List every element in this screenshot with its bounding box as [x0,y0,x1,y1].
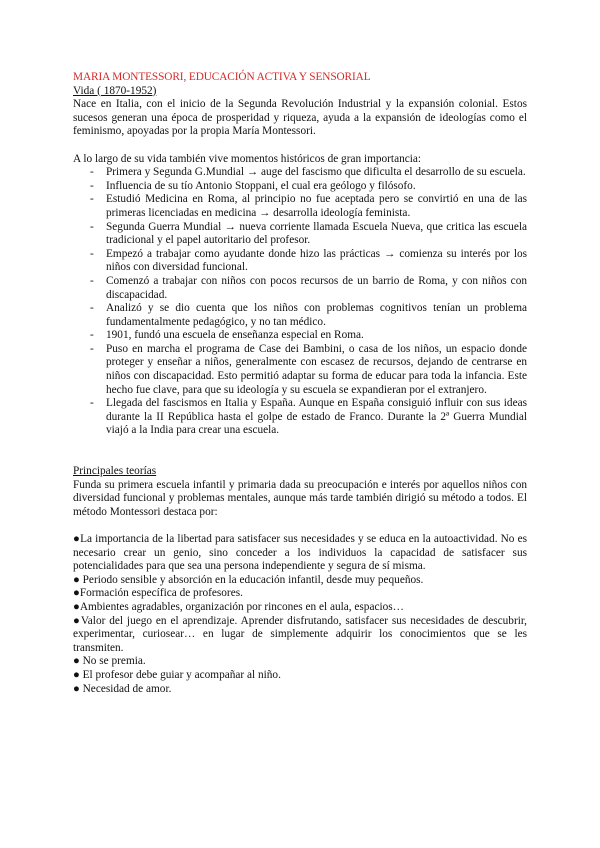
vida-heading: Vida ( 1870-1952) [73,84,157,97]
moments-intro: A lo largo de su vida también vive momentos históricos de gran importancia: [73,152,422,165]
method-point: ● El profesor debe guiar y acompañar al niño. [73,668,281,681]
method-point: ● Periodo sensible y absorción en la educación infantil, desde muy pequeños. [73,573,424,586]
method-points [73,533,527,696]
list-item: - Empezó a trabajar como ayudante donde hizo las prácticas → comienza su interés por los niños con diversidad funcional. [73,248,527,275]
life-events-list [73,166,527,438]
method-point: ● No se premia. [73,655,146,668]
intro-paragraph: Nace en Italia, con el inicio de la Segunda Revolución Industrial y la expansión colonial. Estos sucesos generan una época de prosperidad y riqueza, ayuda a la expansión de ideologías como el feminismo, apoyadas por la propia María Montessori. [73,98,527,138]
method-point: ●Ambientes agradables, organización por rincones en el aula, espacios… [73,600,404,613]
method-point: ●La importancia de la libertad para satisfacer sus necesidades y se educa en la autoactividad. No es necesario crear un genio, sino conceder a los individuos la capacidad de satisfacer sus potencialidades para que sea una persona independiente y segura de sí misma. [73,533,527,573]
theories-heading: Principales teorías [73,465,157,478]
list-item: - Comenzó a trabajar con niños con pocos recursos de un barrio de Roma, y con niños con discapacidad. [73,275,527,302]
list-item: - Analizó y se dio cuenta que los niños con problemas cognitivos tenían un problema fundamentalmente pedagógico, y no tan médico. [73,302,527,329]
spacer [73,519,527,533]
theories-paragraph: Funda su primera escuela infantil y primaria dada su preocupación e interés por aquellos niños con diversidad funcional y problemas mentales, aunque más tarde también dirigió su método a todos. El método Montessori destaca por: [73,478,527,518]
method-point: ●Valor del juego en el aprendizaje. Aprender disfrutando, satisfacer sus necesidades de descubrir, experimentar, curiosear… en lugar de simplemente adquirir los conocimientos que se les transmiten. [73,614,527,654]
method-point: ●Formación específica de profesores. [73,587,243,600]
list-item: - Primera y Segunda G.Mundial → auge del fascismo que dificulta el desarrollo de su escuela. [73,166,527,180]
list-item: - Estudió Medicina en Roma, al principio no fue aceptada pero se convirtió en una de las primeras licenciadas en medicina → desarrolla ideología feminista. [73,193,527,220]
spacer [73,139,527,153]
list-item: - 1901, fundó una escuela de enseñanza especial en Roma. [73,329,527,343]
spacer [73,438,527,465]
method-point: ● Necesidad de amor. [73,682,172,695]
document-title: MARIA MONTESSORI, EDUCACIÓN ACTIVA Y SENSORIAL [73,71,371,83]
list-item: - Llegada del fascismos en Italia y España. Aunque en España consiguió influir con sus ideas durante la II República hasta el golpe de estado de Franco. Durante la 2ª Guerra Mundial viajó a la India para crear una escuela. [73,397,527,438]
list-item: - Puso en marcha el programa de Case dei Bambini, o casa de los niños, un espacio donde proteger y enseñar a niños, generalmente con escasez de recursos, dejando de centrarse en niños con discapacidad. Esto permitió adaptar su forma de educar para toda la infancia. Este hecho fue clave, para que su ideología y su escuela se expandieran por el extranjero. [73,343,527,397]
list-item: - Influencia de su tío Antonio Stoppani, el cual era geólogo y filósofo. [73,180,527,194]
list-item: - Segunda Guerra Mundial → nueva corriente llamada Escuela Nueva, que critica las escuela tradicional y el papel autoritario del profesor. [73,221,527,248]
